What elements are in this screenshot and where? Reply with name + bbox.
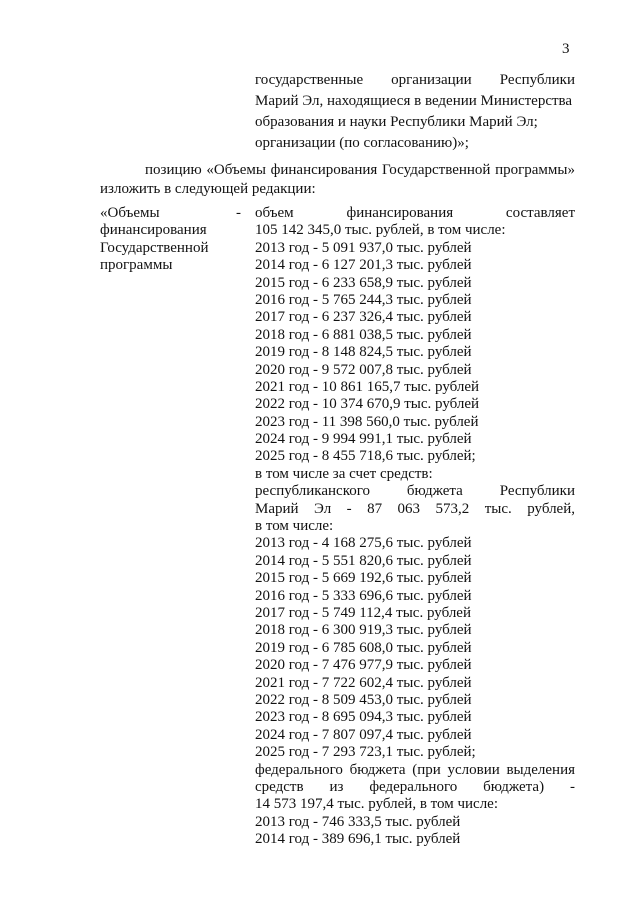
text-line: Марий Эл, находящиеся в ведении Министерства xyxy=(255,93,573,109)
funding-line: 2025 год - 7 293 723,1 тыс. рублей; xyxy=(255,744,476,761)
funding-line: 2021 год - 10 861 165,7 тыс. рублей xyxy=(255,378,480,395)
funding-line: 105 142 345,0 тыс. рублей, в том числе: xyxy=(255,222,506,239)
funding-line: 2018 год - 6 300 919,3 тыс. рублей xyxy=(255,622,472,639)
funding-line: средств из федерального бюджета) - xyxy=(255,778,575,795)
funding-line: 2014 год - 389 696,1 тыс. рублей xyxy=(255,831,461,848)
funding-line: 2025 год - 8 455 718,6 тыс. рублей; xyxy=(255,448,476,465)
funding-line: 2015 год - 5 669 192,6 тыс. рублей xyxy=(255,570,472,587)
label-line: Государственной xyxy=(100,239,209,256)
funding-line: 2018 год - 6 881 038,5 тыс. рублей xyxy=(255,326,472,343)
funding-line: 2023 год - 11 398 560,0 тыс. рублей xyxy=(255,413,479,430)
position-instruction-line2: изложить в следующей редакции: xyxy=(100,181,316,197)
funding-line: 2013 год - 5 091 937,0 тыс. рублей xyxy=(255,239,472,256)
label-line: программы xyxy=(100,257,173,274)
label-line: «Объемы xyxy=(100,205,160,221)
funding-line: 2017 год - 5 749 112,4 тыс. рублей xyxy=(255,604,471,621)
text-line: организации (по согласованию)»; xyxy=(255,135,469,151)
funding-line: 2024 год - 7 807 097,4 тыс. рублей xyxy=(255,726,472,743)
funding-line: 2020 год - 7 476 977,9 тыс. рублей xyxy=(255,657,472,674)
funding-line: республиканского бюджета Республики xyxy=(255,483,575,500)
funding-line: 2013 год - 4 168 275,6 тыс. рублей xyxy=(255,535,472,552)
funding-line: 2021 год - 7 722 602,4 тыс. рублей xyxy=(255,674,472,691)
intro-paragraph xyxy=(255,70,575,154)
position-label xyxy=(100,205,240,275)
funding-line: 2014 год - 6 127 201,3 тыс. рублей xyxy=(255,257,472,274)
funding-line: федерального бюджета (при условии выделения xyxy=(255,761,575,778)
funding-line: 2019 год - 8 148 824,5 тыс. рублей xyxy=(255,344,472,361)
funding-line: 2022 год - 10 374 670,9 тыс. рублей xyxy=(255,396,480,413)
funding-line: 14 573 197,4 тыс. рублей, в том числе: xyxy=(255,796,499,813)
funding-line: в том числе за счет средств: xyxy=(255,465,433,482)
funding-line: 2024 год - 9 994 991,1 тыс. рублей xyxy=(255,431,472,448)
funding-line: 2014 год - 5 551 820,6 тыс. рублей xyxy=(255,552,472,569)
funding-line: объем финансирования составляет xyxy=(255,205,575,221)
position-instruction-line1: позицию «Объемы финансирования Государственной программы» xyxy=(145,162,575,178)
funding-line: 2022 год - 8 509 453,0 тыс. рублей xyxy=(255,691,472,708)
funding-line: Марий Эл - 87 063 573,2 тыс. рублей, xyxy=(255,500,575,517)
funding-line: 2017 год - 6 237 326,4 тыс. рублей xyxy=(255,309,472,326)
text-line: образования и науки Республики Марий Эл; xyxy=(255,114,538,130)
funding-details xyxy=(255,205,575,848)
funding-line: 2013 год - 746 333,5 тыс. рублей xyxy=(255,813,461,830)
page-number: 3 xyxy=(562,41,570,57)
label-line: финансирования xyxy=(100,222,207,239)
funding-line: 2016 год - 5 765 244,3 тыс. рублей xyxy=(255,291,472,308)
funding-line: 2015 год - 6 233 658,9 тыс. рублей xyxy=(255,274,472,291)
funding-line: 2019 год - 6 785 608,0 тыс. рублей xyxy=(255,639,472,656)
separator-dash: - xyxy=(236,205,241,221)
funding-line: в том числе: xyxy=(255,518,334,535)
text-line: государственные организации Республики xyxy=(255,72,575,88)
funding-line: 2016 год - 5 333 696,6 тыс. рублей xyxy=(255,587,472,604)
funding-line: 2023 год - 8 695 094,3 тыс. рублей xyxy=(255,709,472,726)
funding-line: 2020 год - 9 572 007,8 тыс. рублей xyxy=(255,361,472,378)
